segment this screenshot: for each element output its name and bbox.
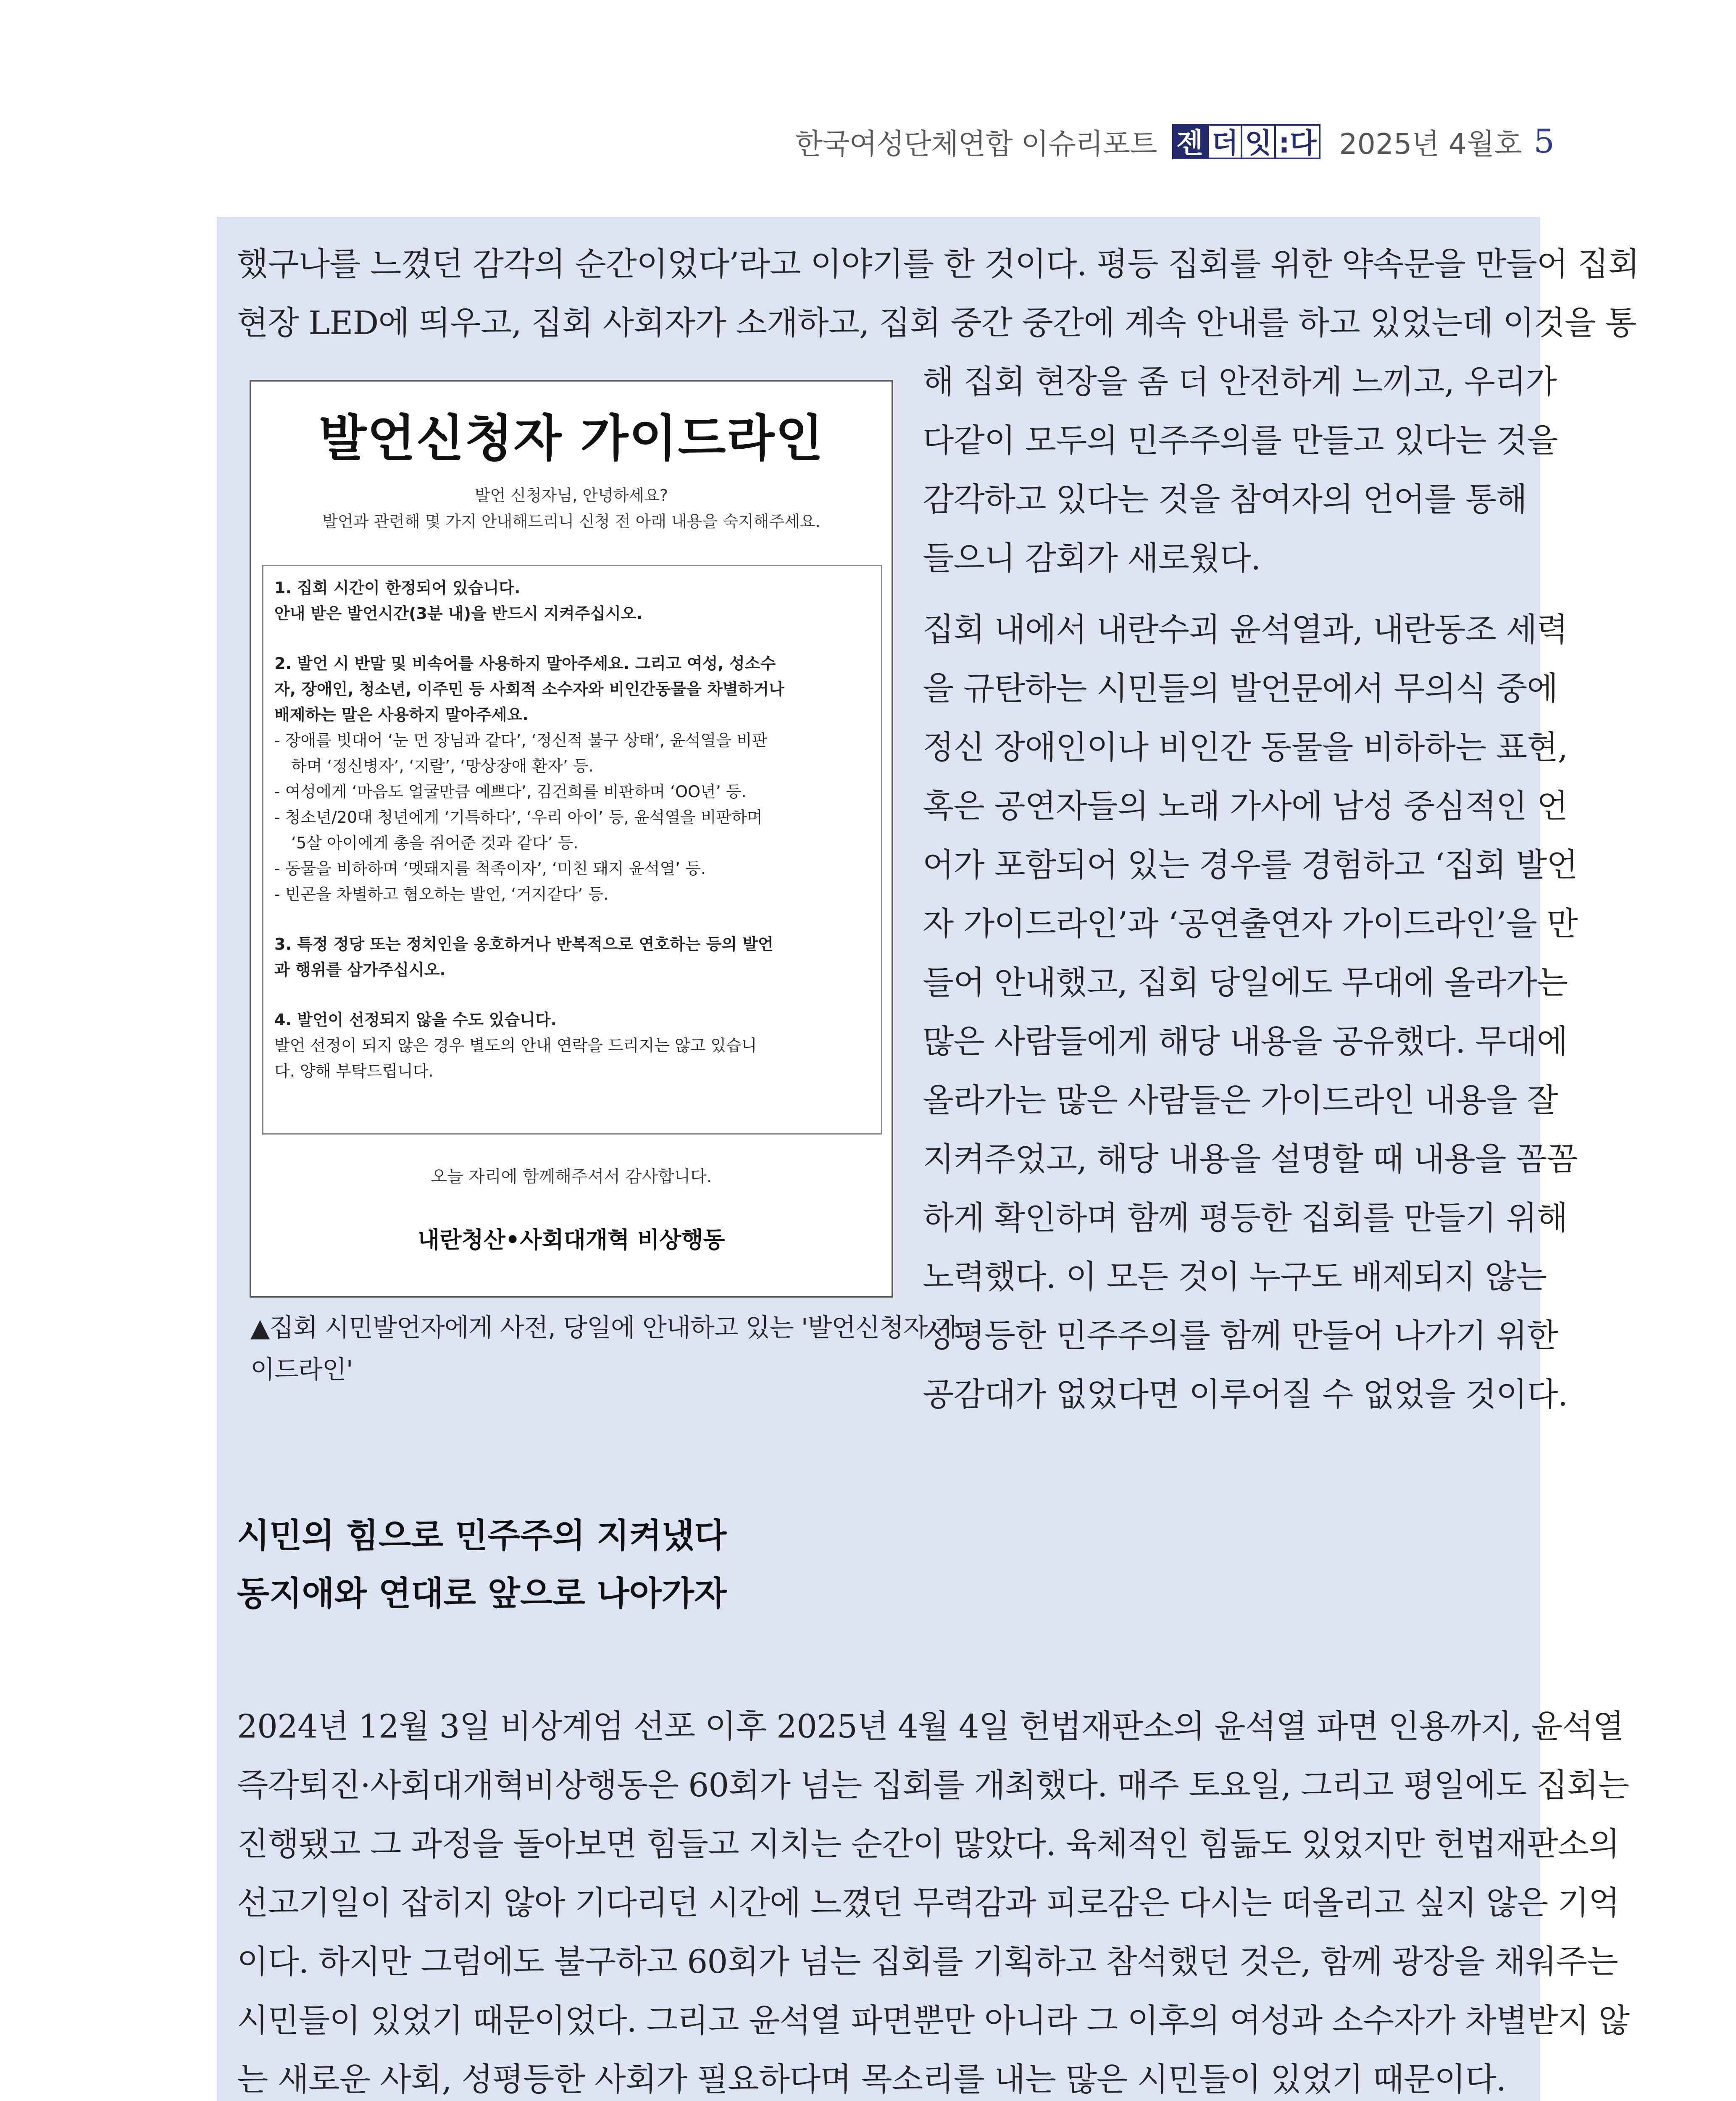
- rule-spacer: [274, 983, 870, 1007]
- section-heading-line-2: 동지애와 연대로 앞으로 나아가자: [237, 1574, 727, 1613]
- figure-caption: [250, 1307, 959, 1391]
- guideline-rule-line: 다. 양해 부탁드립니다.: [274, 1062, 434, 1080]
- page-number: 5: [1533, 123, 1555, 161]
- text-line: 지켜주었고, 해당 내용을 설명할 때 내용을 꼼꼼: [923, 1141, 1578, 1178]
- right-column-paragraph-1: [923, 353, 1558, 588]
- text-line: 성평등한 민주주의를 함께 만들어 나가기 위한: [923, 1317, 1558, 1355]
- body-paragraph-1: [237, 1698, 1629, 2101]
- rule-spacer: [274, 907, 870, 932]
- guideline-rule-line: ‘5살 아이에게 총을 쥐어준 것과 같다’ 등.: [291, 834, 579, 852]
- text-line: 집회 내에서 내란수괴 윤석열과, 내란동조 세력: [923, 611, 1568, 649]
- page-header: [795, 118, 1555, 165]
- text-line: 이다. 하지만 그럼에도 불구하고 60회가 넘는 집회를 기획하고 참석했던 것은, 함께 광장을 채워주는: [237, 1943, 1618, 1981]
- guideline-rules-box: [262, 565, 882, 1135]
- text-line: 노력했다. 이 모든 것이 누구도 배제되지 않는: [923, 1258, 1547, 1296]
- text-line: 선고기일이 잡히지 않아 기다리던 시간에 느꼈던 무력감과 피로감은 다시는 떠올리고 싶지 않은 기억: [237, 1885, 1620, 1922]
- guideline-signature: 내란청산•사회대개혁 비상행동: [418, 1227, 725, 1253]
- text-line: 많은 사람들에게 해당 내용을 공유했다. 무대에: [923, 1023, 1568, 1061]
- text-line: 다같이 모두의 민주주의를 만들고 있다는 것을: [923, 422, 1558, 460]
- text-line: 했구나를 느꼈던 감각의 순간이었다’라고 이야기를 한 것이다. 평등 집회를 위한 약속문을 만들어 집회: [237, 246, 1639, 283]
- caption-line: ▲집회 시민발언자에게 사전, 당일에 안내하고 있는 '발언신청자 가: [250, 1313, 959, 1343]
- text-line: 시민들이 있었기 때문이었다. 그리고 윤석열 파면뿐만 아니라 그 이후의 여성과 소수자가 차별받지 않: [237, 2002, 1629, 2040]
- guideline-rule-line: - 동물을 비하하며 ‘멧돼지를 척족이자’, ‘미친 돼지 윤석열’ 등.: [274, 859, 706, 878]
- speaker-guideline-figure: [250, 380, 893, 1298]
- guideline-rule-line: 3. 특정 정당 또는 정치인을 옹호하거나 반복적으로 연호하는 등의 발언: [274, 935, 773, 953]
- rule-spacer: [274, 627, 870, 651]
- guideline-rule-line: 하며 ‘정신병자’, ‘지랄’, ‘망상장애 환자’ 등.: [291, 757, 594, 775]
- intro-paragraph: [237, 235, 1639, 353]
- guideline-rule-line: - 여성에게 ‘마음도 얼굴만큼 예쁘다’, 김건희를 비판하며 ‘OO년’ 등.: [274, 782, 747, 801]
- guideline-rule-line: 발언 선정이 되지 않은 경우 별도의 안내 연락을 드리지는 않고 있습니: [274, 1036, 757, 1055]
- text-line: 정신 장애인이나 비인간 동물을 비하하는 표현,: [923, 729, 1568, 766]
- logo-char-3: 잇: [1242, 124, 1276, 159]
- greeting-line: 발언과 관련해 몇 가지 안내해드리니 신청 전 아래 내용을 숙지해주세요.: [322, 512, 821, 531]
- logo-char-4: :다: [1276, 124, 1320, 159]
- gender-it-da-logo: [1172, 124, 1320, 159]
- guideline-rule-line: 배제하는 말은 사용하지 말아주세요.: [274, 706, 529, 724]
- guideline-greeting: [251, 482, 892, 534]
- text-line: 어가 포함되어 있는 경우를 경험하고 ‘집회 발언: [923, 847, 1578, 884]
- guideline-rule-line: - 장애를 빗대어 ‘눈 먼 장님과 같다’, ‘정신적 불구 상태’, 윤석열을 비판: [274, 731, 768, 750]
- guideline-rule-line: 안내 받은 발언시간(3분 내)을 반드시 지켜주십시오.: [274, 604, 642, 623]
- text-line: 즉각퇴진·사회대개혁비상행동은 60회가 넘는 집회를 개최했다. 매주 토요일, 그리고 평일에도 집회는: [237, 1767, 1629, 1804]
- guideline-rule-line: - 빈곤을 차별하고 혐오하는 발언, ‘거지같다’ 등.: [274, 885, 609, 903]
- section-heading-line-1: 시민의 힘으로 민주주의 지켜냈다: [237, 1516, 727, 1555]
- text-line: 자 가이드라인’과 ‘공연출연자 가이드라인’을 만: [923, 906, 1578, 943]
- logo-char-2: 더: [1207, 124, 1243, 159]
- guideline-thanks: 오늘 자리에 함께해주셔서 감사합니다.: [431, 1167, 712, 1186]
- text-line: 해 집회 현장을 좀 더 안전하게 느끼고, 우리가: [923, 363, 1557, 401]
- text-line: 현장 LED에 띄우고, 집회 사회자가 소개하고, 집회 중간 중간에 계속 안내를 하고 있었는데 이것을 통: [237, 305, 1636, 342]
- guideline-rule-line: 자, 장애인, 청소년, 이주민 등 사회적 소수자와 비인간동물을 차별하거나: [274, 680, 784, 698]
- text-line: 감각하고 있다는 것을 참여자의 언어를 통해: [923, 481, 1527, 519]
- text-line: 진행됐고 그 과정을 돌아보면 힘들고 지치는 순간이 많았다. 육체적인 힘듦도 있었지만 헌법재판소의: [237, 1826, 1620, 1863]
- text-line: 2024년 12월 3일 비상계엄 선포 이후 2025년 4월 4일 헌법재판소의 윤석열 파면 인용까지, 윤석열: [237, 1708, 1624, 1746]
- text-line: 하게 확인하며 함께 평등한 집회를 만들기 위해: [923, 1200, 1568, 1237]
- issue-date: 2025년 4월호: [1339, 127, 1522, 161]
- greeting-line: 발언 신청자님, 안녕하세요?: [474, 486, 668, 505]
- guideline-title: 발언신청자 가이드라인: [318, 409, 824, 467]
- guideline-rule-line: - 청소년/20대 청년에게 ‘기특하다’, ‘우리 아이’ 등, 윤석열을 비판하며: [274, 808, 763, 827]
- logo-char-1: 젠: [1172, 124, 1207, 159]
- guideline-rule-line: 2. 발언 시 반말 및 비속어를 사용하지 말아주세요. 그리고 여성, 성소수: [274, 654, 776, 673]
- text-line: 들어 안내했고, 집회 당일에도 무대에 올라가는: [923, 964, 1568, 1002]
- text-line: 들으니 감회가 새로웠다.: [923, 540, 1261, 577]
- caption-line: 이드라인': [250, 1355, 353, 1385]
- text-line: 을 규탄하는 시민들의 발언문에서 무의식 중에: [923, 670, 1558, 708]
- text-line: 는 새로운 사회, 성평등한 사회가 필요하다며 목소리를 내는 많은 시민들이 있었기 때문이다.: [237, 2061, 1506, 2098]
- text-line: 공감대가 없었다면 이루어질 수 없었을 것이다.: [923, 1376, 1568, 1414]
- right-column-paragraph-2: [923, 601, 1578, 1424]
- guideline-rule-line: 4. 발언이 선정되지 않을 수도 있습니다.: [274, 1011, 557, 1029]
- publisher-name: 한국여성단체연합 이슈리포트: [795, 127, 1157, 161]
- text-line: 혹은 공연자들의 노래 가사에 남성 중심적인 언: [923, 788, 1568, 825]
- text-line: 올라가는 많은 사람들은 가이드라인 내용을 잘: [923, 1082, 1558, 1119]
- guideline-rule-line: 1. 집회 시간이 한정되어 있습니다.: [274, 579, 521, 597]
- guideline-rule-line: 과 행위를 삼가주십시오.: [274, 961, 446, 979]
